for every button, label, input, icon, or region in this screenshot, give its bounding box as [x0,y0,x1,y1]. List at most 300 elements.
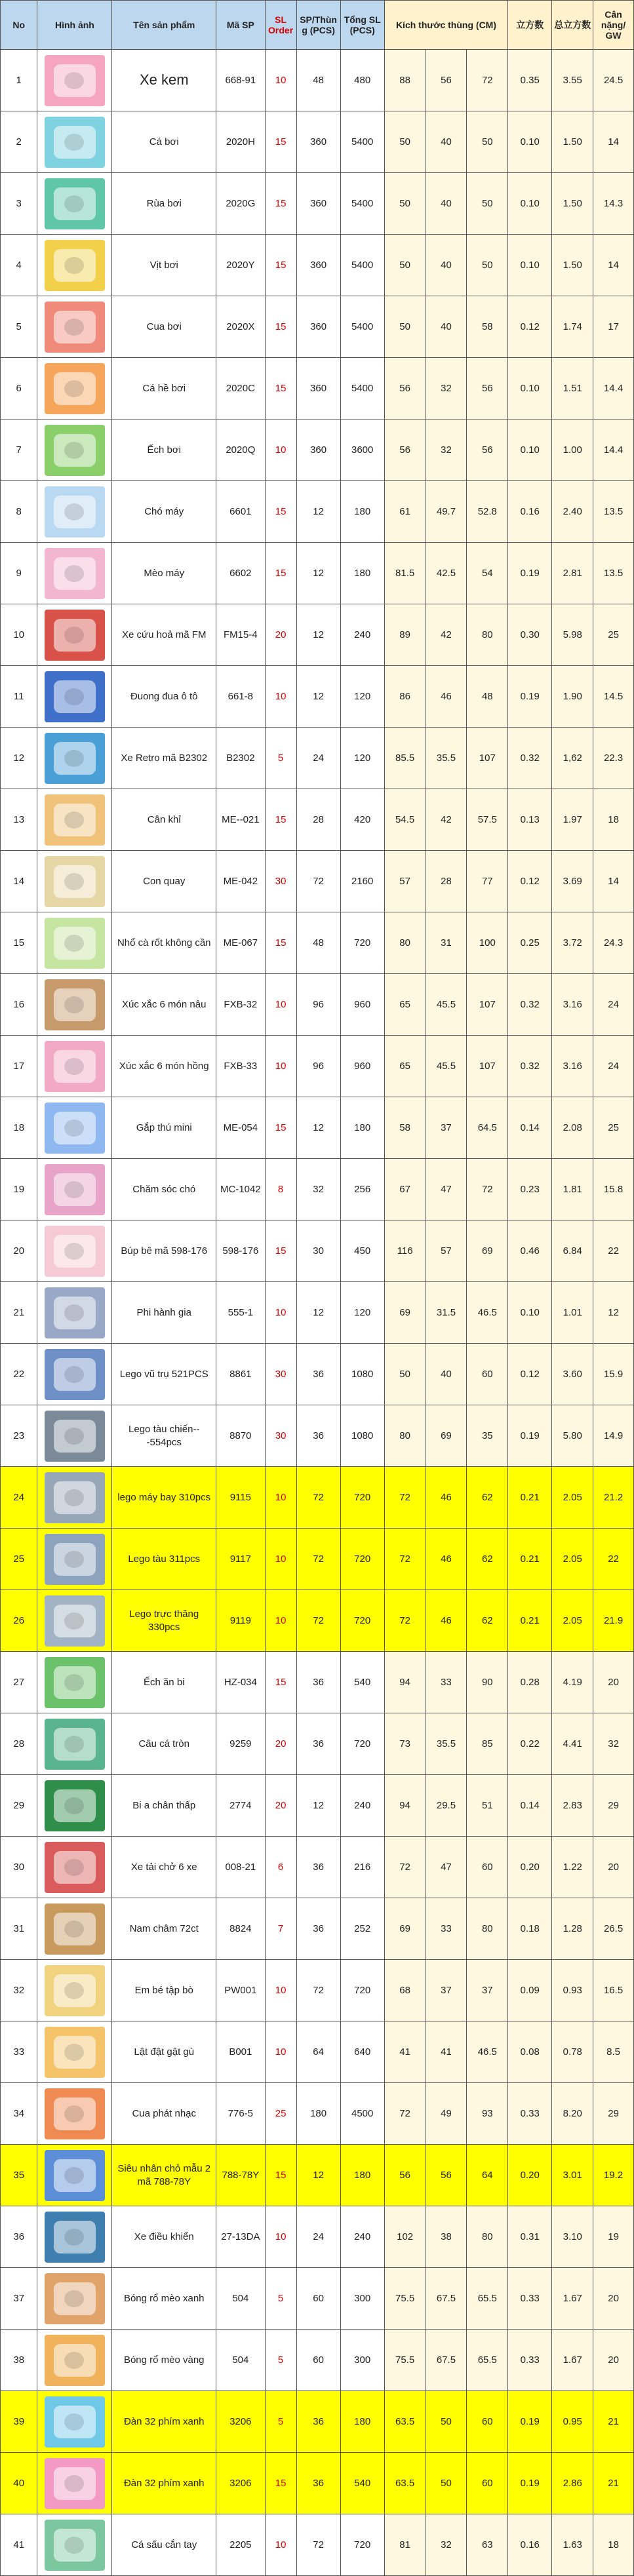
order-qty: 5 [265,2330,296,2391]
carton-length: 72 [384,1529,426,1590]
table-row [1,296,634,358]
carton-cbm: 0.08 [508,2021,552,2083]
total-cbm: 5.80 [552,1405,593,1467]
per-carton-qty: 36 [296,1405,340,1467]
product-code: 9119 [216,1590,266,1652]
carton-cbm: 0.28 [508,1652,552,1713]
table-row [1,1590,634,1652]
header-no: No [1,1,37,50]
total-qty: 720 [340,912,384,974]
product-name: Cua phát nhạc [112,2083,216,2145]
product-photo [45,1719,105,1770]
product-name: lego máy bay 310pcs [112,1467,216,1529]
carton-height: 35 [467,1405,508,1467]
table-row [1,235,634,296]
product-name: Lego trực thăng 330pcs [112,1590,216,1652]
total-cbm: 3.69 [552,851,593,912]
row-number: 26 [1,1590,37,1652]
per-carton-qty: 12 [296,1282,340,1344]
carton-height: 58 [467,296,508,358]
total-qty: 960 [340,1036,384,1097]
carton-width: 45.5 [426,974,467,1036]
order-qty: 15 [265,2145,296,2206]
product-code: 2020Q [216,420,266,481]
product-name: Cân khỉ [112,789,216,851]
product-code: 9117 [216,1529,266,1590]
product-image [37,2083,112,2145]
total-qty: 180 [340,2391,384,2453]
product-code: 27-13DA [216,2206,266,2268]
product-name: Xe Retro mã B2302 [112,728,216,789]
product-photo [45,733,105,784]
row-number: 8 [1,481,37,543]
carton-length: 65 [384,974,426,1036]
carton-height: 51 [467,1775,508,1837]
table-row [1,2330,634,2391]
carton-cbm: 0.10 [508,235,552,296]
product-name: Ếch bơi [112,420,216,481]
per-carton-qty: 360 [296,358,340,420]
carton-length: 94 [384,1652,426,1713]
order-qty: 15 [265,296,296,358]
product-image [37,1713,112,1775]
gross-weight: 21.2 [593,1467,634,1529]
carton-height: 56 [467,358,508,420]
carton-length: 63.5 [384,2391,426,2453]
total-qty: 180 [340,2145,384,2206]
product-code: HZ-034 [216,1652,266,1713]
carton-length: 72 [384,1837,426,1898]
table-row [1,851,634,912]
product-photo [45,55,105,106]
row-number: 37 [1,2268,37,2330]
product-name: Cá bơi [112,111,216,173]
per-carton-qty: 360 [296,235,340,296]
gross-weight: 16.5 [593,1960,634,2021]
carton-length: 57 [384,851,426,912]
carton-cbm: 0.30 [508,604,552,666]
carton-height: 50 [467,111,508,173]
gross-weight: 21 [593,2453,634,2514]
row-number: 12 [1,728,37,789]
carton-length: 86 [384,666,426,728]
product-name: Xúc xắc 6 món hồng [112,1036,216,1097]
total-cbm: 6.84 [552,1220,593,1282]
table-row [1,912,634,974]
carton-width: 50 [426,2453,467,2514]
carton-cbm: 0.09 [508,1960,552,2021]
row-number: 19 [1,1159,37,1220]
product-code: 9259 [216,1713,266,1775]
row-number: 33 [1,2021,37,2083]
table-row [1,2021,634,2083]
carton-height: 46.5 [467,1282,508,1344]
product-name: Đàn 32 phím xanh [112,2453,216,2514]
gross-weight: 13.5 [593,543,634,604]
carton-height: 37 [467,1960,508,2021]
gross-weight: 24.3 [593,912,634,974]
carton-length: 81.5 [384,543,426,604]
carton-cbm: 0.10 [508,173,552,235]
order-qty: 10 [265,1467,296,1529]
gross-weight: 29 [593,2083,634,2145]
product-photo [45,240,105,291]
row-number: 40 [1,2453,37,2514]
per-carton-qty: 36 [296,1713,340,1775]
carton-length: 72 [384,1467,426,1529]
carton-width: 33 [426,1898,467,1960]
carton-cbm: 0.12 [508,851,552,912]
product-photo [45,2458,105,2509]
header-carton-dimensions: Kích thước thùng (CM) [384,1,508,50]
product-image [37,1529,112,1590]
product-image [37,173,112,235]
total-qty: 240 [340,604,384,666]
product-photo [45,2088,105,2139]
carton-length: 72 [384,2083,426,2145]
per-carton-qty: 72 [296,1590,340,1652]
row-number: 4 [1,235,37,296]
product-name: Nam châm 72ct [112,1898,216,1960]
product-photo [45,1349,105,1400]
row-number: 41 [1,2514,37,2576]
order-qty: 15 [265,111,296,173]
total-qty: 300 [340,2268,384,2330]
product-image [37,1159,112,1220]
total-qty: 256 [340,1159,384,1220]
per-carton-qty: 360 [296,173,340,235]
per-carton-qty: 96 [296,1036,340,1097]
gross-weight: 25 [593,604,634,666]
product-name: Xe tải chở 6 xe [112,1837,216,1898]
carton-height: 57.5 [467,789,508,851]
product-code: 555-1 [216,1282,266,1344]
carton-length: 50 [384,111,426,173]
carton-width: 33 [426,1652,467,1713]
row-number: 20 [1,1220,37,1282]
product-name: Câu cá tròn [112,1713,216,1775]
product-name: Bóng rổ mèo vàng [112,2330,216,2391]
row-number: 9 [1,543,37,604]
product-code: 008-21 [216,1837,266,1898]
product-code: 8861 [216,1344,266,1405]
product-code: 9115 [216,1467,266,1529]
carton-height: 90 [467,1652,508,1713]
table-row [1,2083,634,2145]
total-qty: 5400 [340,173,384,235]
row-number: 35 [1,2145,37,2206]
per-carton-qty: 360 [296,420,340,481]
carton-height: 80 [467,604,508,666]
row-number: 34 [1,2083,37,2145]
total-cbm: 1.74 [552,296,593,358]
carton-width: 45.5 [426,1036,467,1097]
total-qty: 2160 [340,851,384,912]
product-name: Xúc xắc 6 món nâu [112,974,216,1036]
carton-height: 60 [467,1837,508,1898]
header-row [1,1,634,50]
total-cbm: 5.98 [552,604,593,666]
product-code: 8824 [216,1898,266,1960]
carton-length: 50 [384,235,426,296]
carton-cbm: 0.32 [508,728,552,789]
total-cbm: 2.05 [552,1590,593,1652]
product-code: 3206 [216,2391,266,2453]
order-qty: 15 [265,2453,296,2514]
product-code: PW001 [216,1960,266,2021]
product-code: 776-5 [216,2083,266,2145]
product-name: Vịt bơi [112,235,216,296]
carton-length: 69 [384,1282,426,1344]
total-cbm: 1.00 [552,420,593,481]
row-number: 31 [1,1898,37,1960]
table-row [1,1282,634,1344]
carton-width: 40 [426,111,467,173]
gross-weight: 21.9 [593,1590,634,1652]
product-name: Đàn 32 phím xanh [112,2391,216,2453]
product-photo [45,1472,105,1523]
product-name: Bóng rổ mèo xanh [112,2268,216,2330]
carton-height: 50 [467,173,508,235]
product-image [37,912,112,974]
gross-weight: 14 [593,111,634,173]
carton-length: 75.5 [384,2330,426,2391]
product-photo [45,2212,105,2263]
carton-width: 31.5 [426,1282,467,1344]
total-cbm: 3.01 [552,2145,593,2206]
gross-weight: 22 [593,1529,634,1590]
product-image [37,111,112,173]
per-carton-qty: 12 [296,666,340,728]
per-carton-qty: 24 [296,2206,340,2268]
product-photo [45,2273,105,2324]
total-qty: 240 [340,1775,384,1837]
total-cbm: 2.81 [552,543,593,604]
carton-height: 48 [467,666,508,728]
product-photo [45,979,105,1030]
product-code: 2020Y [216,235,266,296]
carton-cbm: 0.25 [508,912,552,974]
product-code: 668-91 [216,50,266,111]
order-qty: 15 [265,1220,296,1282]
product-photo [45,2396,105,2448]
carton-height: 69 [467,1220,508,1282]
product-photo [45,548,105,599]
gross-weight: 20 [593,2330,634,2391]
carton-length: 56 [384,2145,426,2206]
product-name: Gắp thú mini [112,1097,216,1159]
row-number: 25 [1,1529,37,1590]
carton-width: 32 [426,2514,467,2576]
product-photo [45,1780,105,1831]
carton-height: 65.5 [467,2330,508,2391]
product-image [37,1837,112,1898]
product-photo [45,1287,105,1338]
product-photo [45,2335,105,2386]
product-photo [45,1595,105,1647]
row-number: 21 [1,1282,37,1344]
carton-cbm: 0.19 [508,666,552,728]
table-row [1,1467,634,1529]
header-per-carton: SP/Thùng (PCS) [296,1,340,50]
total-cbm: 1.28 [552,1898,593,1960]
carton-height: 77 [467,851,508,912]
order-qty: 10 [265,1036,296,1097]
product-code: 598-176 [216,1220,266,1282]
carton-length: 89 [384,604,426,666]
carton-length: 67 [384,1159,426,1220]
product-photo [45,918,105,969]
total-cbm: 1.01 [552,1282,593,1344]
gross-weight: 19.2 [593,2145,634,2206]
total-qty: 5400 [340,358,384,420]
carton-width: 56 [426,2145,467,2206]
product-code: 3206 [216,2453,266,2514]
carton-cbm: 0.19 [508,1405,552,1467]
carton-width: 49 [426,2083,467,2145]
gross-weight: 21 [593,2391,634,2453]
table-row [1,1529,634,1590]
carton-length: 54.5 [384,789,426,851]
product-photo [45,363,105,414]
product-image [37,1467,112,1529]
gross-weight: 26.5 [593,1898,634,1960]
header-total-qty: Tổng SL (PCS) [340,1,384,50]
gross-weight: 20 [593,2268,634,2330]
product-image [37,604,112,666]
carton-height: 46.5 [467,2021,508,2083]
carton-length: 69 [384,1898,426,1960]
table-row [1,2453,634,2514]
per-carton-qty: 72 [296,851,340,912]
per-carton-qty: 48 [296,912,340,974]
carton-width: 28 [426,851,467,912]
table-row [1,1775,634,1837]
product-photo [45,425,105,476]
table-row [1,1405,634,1467]
per-carton-qty: 60 [296,2268,340,2330]
carton-cbm: 0.31 [508,2206,552,2268]
product-photo [45,486,105,537]
carton-cbm: 0.21 [508,1467,552,1529]
row-number: 5 [1,296,37,358]
per-carton-qty: 360 [296,296,340,358]
table-row [1,1713,634,1775]
order-qty: 15 [265,1652,296,1713]
row-number: 10 [1,604,37,666]
carton-width: 40 [426,173,467,235]
carton-length: 80 [384,1405,426,1467]
total-qty: 720 [340,1713,384,1775]
table-row [1,2268,634,2330]
order-qty: 15 [265,912,296,974]
table-row [1,1898,634,1960]
carton-height: 72 [467,1159,508,1220]
gross-weight: 20 [593,1652,634,1713]
row-number: 36 [1,2206,37,2268]
table-row [1,728,634,789]
per-carton-qty: 12 [296,1775,340,1837]
total-cbm: 2.86 [552,2453,593,2514]
product-code: 2205 [216,2514,266,2576]
carton-cbm: 0.33 [508,2083,552,2145]
table-row [1,50,634,111]
carton-length: 72 [384,1590,426,1652]
product-photo [45,1842,105,1893]
gross-weight: 13.5 [593,481,634,543]
carton-width: 37 [426,1097,467,1159]
order-qty: 15 [265,481,296,543]
per-carton-qty: 30 [296,1220,340,1282]
carton-cbm: 0.13 [508,789,552,851]
row-number: 6 [1,358,37,420]
carton-height: 54 [467,543,508,604]
product-name: Lego tàu chiến---554pcs [112,1405,216,1467]
per-carton-qty: 96 [296,974,340,1036]
total-qty: 120 [340,666,384,728]
table-row [1,1036,634,1097]
gross-weight: 12 [593,1282,634,1344]
per-carton-qty: 72 [296,2514,340,2576]
carton-width: 42 [426,604,467,666]
carton-cbm: 0.33 [508,2268,552,2330]
product-code: 504 [216,2330,266,2391]
product-code: 788-78Y [216,2145,266,2206]
product-image [37,1097,112,1159]
carton-cbm: 0.14 [508,1775,552,1837]
product-photo [45,2520,105,2571]
total-cbm: 2.40 [552,481,593,543]
total-cbm: 8.20 [552,2083,593,2145]
carton-width: 40 [426,1344,467,1405]
per-carton-qty: 72 [296,1467,340,1529]
carton-cbm: 0.16 [508,481,552,543]
row-number: 2 [1,111,37,173]
product-image [37,2514,112,2576]
table-body [1,50,634,2576]
product-code: FXB-33 [216,1036,266,1097]
gross-weight: 19 [593,2206,634,2268]
order-qty: 10 [265,1960,296,2021]
total-cbm: 1.22 [552,1837,593,1898]
table-row [1,604,634,666]
total-cbm: 2.08 [552,1097,593,1159]
product-code: 6602 [216,543,266,604]
total-cbm: 4.41 [552,1713,593,1775]
product-photo [45,1103,105,1154]
carton-height: 62 [467,1590,508,1652]
row-number: 18 [1,1097,37,1159]
product-name: Siêu nhân chỏ mẫu 2 mã 788-78Y [112,2145,216,2206]
product-image [37,420,112,481]
carton-length: 73 [384,1713,426,1775]
row-number: 30 [1,1837,37,1898]
carton-width: 46 [426,666,467,728]
order-qty: 15 [265,173,296,235]
carton-width: 38 [426,2206,467,2268]
total-cbm: 3.16 [552,1036,593,1097]
gross-weight: 14.3 [593,173,634,235]
carton-cbm: 0.33 [508,2330,552,2391]
row-number: 24 [1,1467,37,1529]
carton-cbm: 0.21 [508,1529,552,1590]
per-carton-qty: 32 [296,1159,340,1220]
total-cbm: 1.90 [552,666,593,728]
carton-cbm: 0.32 [508,1036,552,1097]
product-code: B001 [216,2021,266,2083]
carton-cbm: 0.12 [508,1344,552,1405]
product-code: 661-8 [216,666,266,728]
